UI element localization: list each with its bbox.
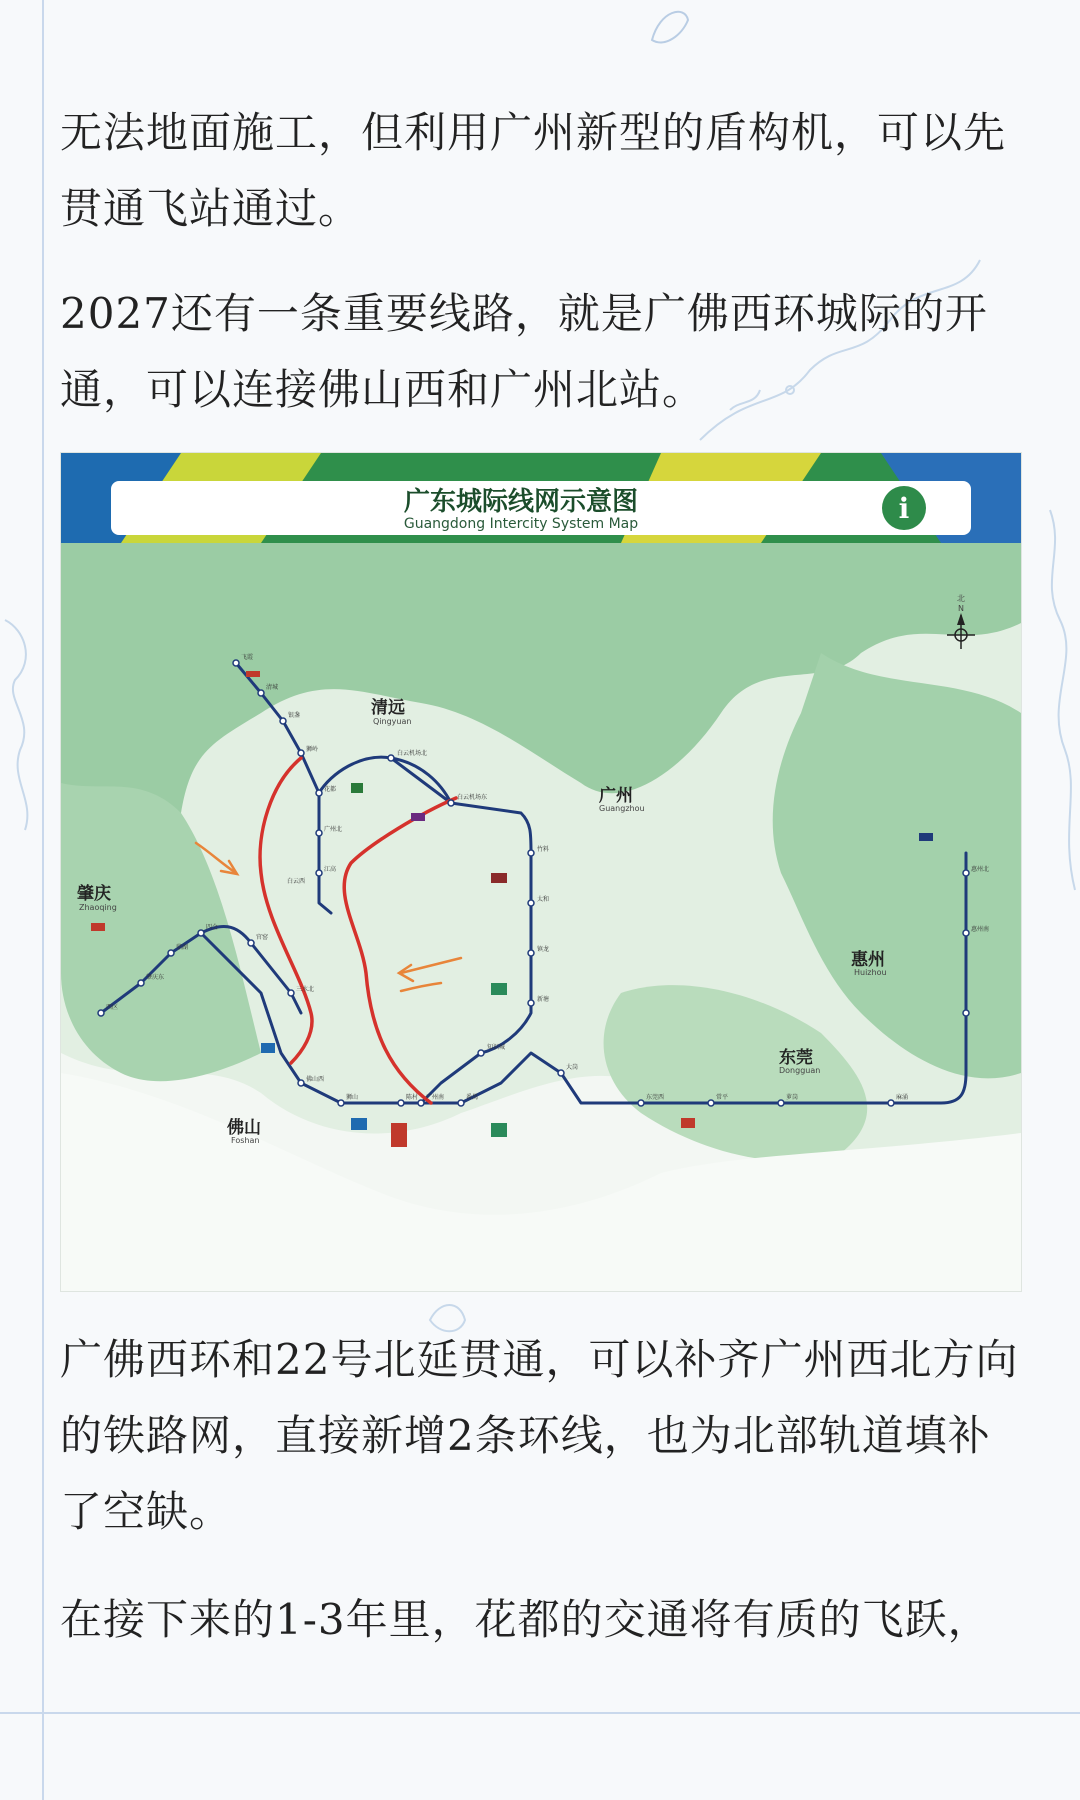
station-label: 惠州北 [971, 866, 990, 873]
paragraph-line: 无法地面施工，但利用广州新型的盾构机，可以先 [60, 108, 1007, 157]
map-subtitle: Guangdong Intercity System Map [403, 516, 639, 532]
station-label: 官窑 [256, 934, 269, 941]
north-letter: N [958, 604, 964, 613]
paragraph-line: 2027还有一条重要线路，就是广佛西环城际的开 [60, 289, 988, 338]
station-label: 狮山 [346, 1094, 359, 1101]
north-label: 北 [957, 594, 965, 603]
city-label-qingyuan-en: Qingyuan [373, 717, 412, 726]
decorative-sketch [1020, 500, 1080, 920]
station-label: 番禺 [466, 1094, 479, 1101]
station-label: 鼎湖 [176, 944, 189, 951]
station-label: 西区 [106, 1004, 119, 1011]
station-label: 江高 [324, 866, 337, 873]
station-label: 肇庆东 [146, 974, 165, 981]
station-label: 银盏 [288, 712, 301, 719]
station-label: 清城 [266, 684, 279, 691]
station-label: 狮岭 [306, 746, 319, 753]
station-label: 三水北 [296, 986, 315, 993]
paragraph-2 [60, 276, 1020, 428]
station-label: 花都 [324, 786, 337, 793]
city-label-foshan: 佛山 [227, 1118, 261, 1138]
paragraph-line: 了空缺。 [60, 1487, 233, 1536]
station-label: 惠州南 [971, 926, 990, 933]
paragraph-line: 广佛西环和22号北延贯通，可以补齐广州西北方向 [60, 1335, 1019, 1384]
station-label: 新塘 [537, 996, 550, 1003]
city-label-qingyuan: 清远 [371, 698, 405, 718]
station-label: 佛山西 [306, 1076, 325, 1083]
station-label: 白云机场北 [397, 750, 428, 757]
city-label-zhaoqing-en: Zhaoqing [79, 903, 117, 912]
station-label: 大岗 [566, 1064, 579, 1071]
decorative-sketch [640, 0, 700, 60]
map-title: 广东城际线网示意图 [403, 487, 639, 517]
station-label: 萝岗 [786, 1094, 799, 1101]
city-label-zhaoqing: 肇庆 [77, 884, 111, 904]
city-label-dongguan-en: Dongguan [779, 1066, 821, 1075]
paragraph-line: 通，可以连接佛山西和广州北站。 [60, 365, 706, 414]
paragraph-line: 在接下来的1-3年里，花都的交通将有质的飞跃， [60, 1595, 991, 1644]
city-label-guangzhou-en: Guangzhou [599, 804, 645, 813]
paragraph-line: 的铁路网，直接新增2条环线，也为北部轨道填补 [60, 1411, 991, 1460]
station-label: 常平 [716, 1094, 729, 1101]
station-label: 四会 [206, 924, 219, 931]
page-bottom-line [0, 1712, 1080, 1714]
page-margin-line [42, 0, 44, 1800]
station-label: 麻涌 [896, 1094, 909, 1101]
station-label: 广州南 [426, 1094, 445, 1101]
paragraph-3 [60, 1322, 1020, 1550]
station-label: 太和 [537, 896, 550, 903]
city-label-huizhou-en: Huizhou [854, 968, 887, 977]
decorative-sketch [0, 600, 60, 840]
station-label: 白云机场东 [457, 794, 488, 801]
station-label: 飞霞 [241, 654, 254, 661]
city-label-foshan-en: Foshan [231, 1136, 260, 1145]
paragraph-1 [60, 95, 1020, 247]
paragraph-line: 贯通飞站通过。 [60, 184, 362, 233]
station-label: 镇龙 [537, 946, 550, 953]
station-label: 东莞西 [646, 1094, 665, 1101]
station-label: 竹料 [537, 846, 550, 853]
station-label: 白云西 [287, 878, 306, 885]
intercity-map-image[interactable] [60, 452, 1022, 1292]
station-label: 陈村 [406, 1094, 419, 1101]
station-label: 广州北 [324, 826, 343, 833]
city-label-guangzhou: 广州 [599, 786, 633, 806]
paragraph-4 [60, 1582, 1020, 1658]
city-label-huizhou: 惠州 [851, 950, 885, 970]
station-label: 知识城 [487, 1044, 506, 1051]
info-icon-glyph: i [898, 492, 910, 525]
city-label-dongguan: 东莞 [779, 1048, 813, 1068]
